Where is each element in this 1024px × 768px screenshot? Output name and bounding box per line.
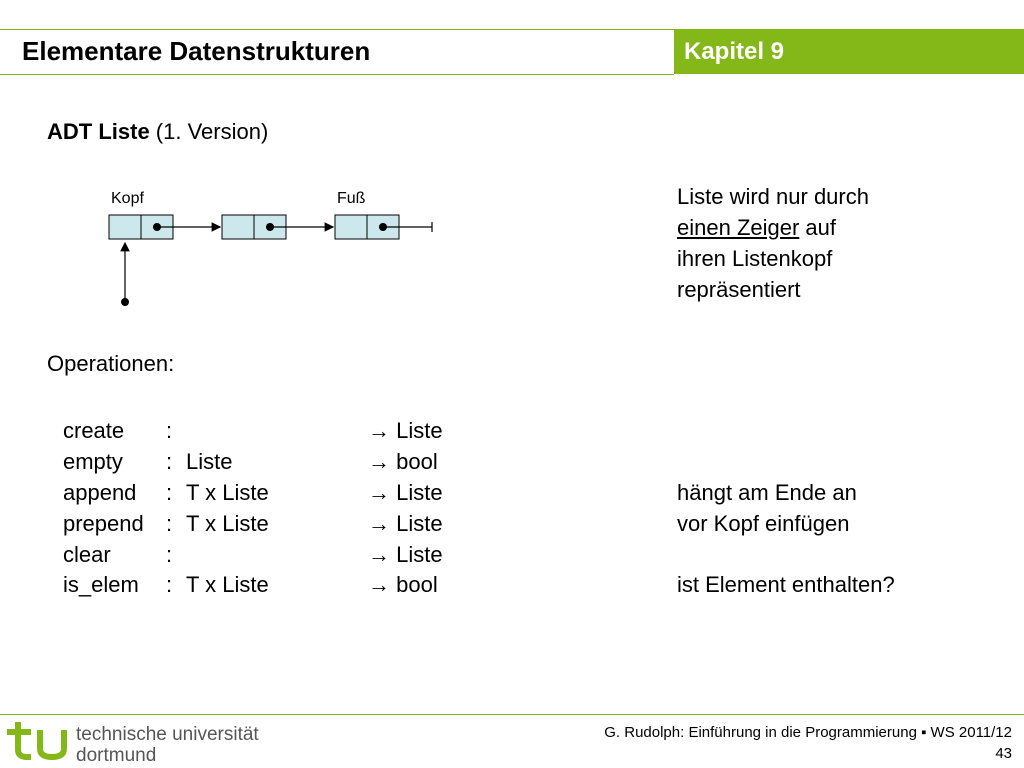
operation-name: prepend	[63, 511, 144, 536]
operation-domain: T x Liste	[186, 572, 269, 597]
description-underlined: einen Zeiger	[677, 215, 800, 240]
description-line: Liste wird nur durch	[677, 184, 869, 209]
page-number: 43	[995, 745, 1012, 762]
operation-result: → Liste	[368, 480, 443, 505]
operation-colon: :	[166, 480, 173, 505]
operation-domain: T x Liste	[186, 480, 269, 505]
section-title-rest: (1. Version)	[149, 119, 269, 144]
operation-colon: :	[166, 542, 173, 567]
lecture-credit: G. Rudolph: Einführung in die Programmierung ▪ WS 2011/12	[604, 724, 1012, 741]
operation-note: hängt am Ende an	[677, 480, 857, 505]
operation-note: vor Kopf einfügen	[677, 511, 850, 536]
operation-result: → Liste	[368, 542, 443, 567]
operation-name: clear	[63, 542, 111, 567]
operation-result: → Liste	[368, 511, 443, 536]
chapter-label: Kapitel 9	[684, 38, 785, 65]
operation-colon: :	[166, 511, 173, 536]
operation-colon: :	[166, 449, 173, 474]
description-line-rest: auf	[799, 215, 837, 240]
description-line: ihren Listenkopf	[677, 246, 833, 271]
list-node	[222, 215, 286, 239]
tu-logo-icon	[4, 716, 74, 766]
tail-label: Fuß	[337, 190, 366, 207]
operation-row	[0, 480, 1024, 511]
university-name-line: technische universität	[76, 724, 259, 745]
operation-row	[0, 449, 1024, 480]
university-name	[76, 724, 259, 766]
list-node	[335, 215, 399, 239]
operation-row	[0, 542, 1024, 573]
chapter-badge	[674, 30, 1024, 74]
operation-result: → Liste	[368, 418, 443, 443]
operation-row	[0, 418, 1024, 449]
university-name-line: dortmund	[76, 745, 157, 766]
page-title: Elementare Datenstrukturen	[22, 36, 371, 66]
operation-domain: Liste	[186, 449, 233, 474]
operation-note: ist Element enthalten?	[677, 572, 895, 597]
operation-domain: T x Liste	[186, 511, 269, 536]
list-pointer-origin	[121, 298, 129, 306]
description-text	[677, 181, 977, 305]
operation-row	[0, 572, 1024, 603]
operation-name: is_elem	[63, 572, 139, 597]
footer-divider	[0, 714, 1024, 715]
list-node	[109, 215, 173, 239]
description-line	[677, 212, 977, 243]
operation-colon: :	[166, 418, 173, 443]
operation-result: → bool	[368, 449, 438, 474]
operation-name: empty	[63, 449, 123, 474]
head-label: Kopf	[111, 190, 144, 207]
footer-info	[604, 722, 1012, 764]
operation-name: append	[63, 480, 137, 505]
header-divider	[0, 74, 674, 75]
description-line: repräsentiert	[677, 277, 801, 302]
section-title	[47, 119, 268, 145]
operation-row	[0, 511, 1024, 542]
operations-heading: Operationen:	[47, 351, 175, 376]
operation-name: create	[63, 418, 125, 443]
section-title-bold: ADT Liste	[47, 119, 150, 144]
operation-colon: :	[166, 572, 173, 597]
operation-result: → bool	[368, 572, 438, 597]
